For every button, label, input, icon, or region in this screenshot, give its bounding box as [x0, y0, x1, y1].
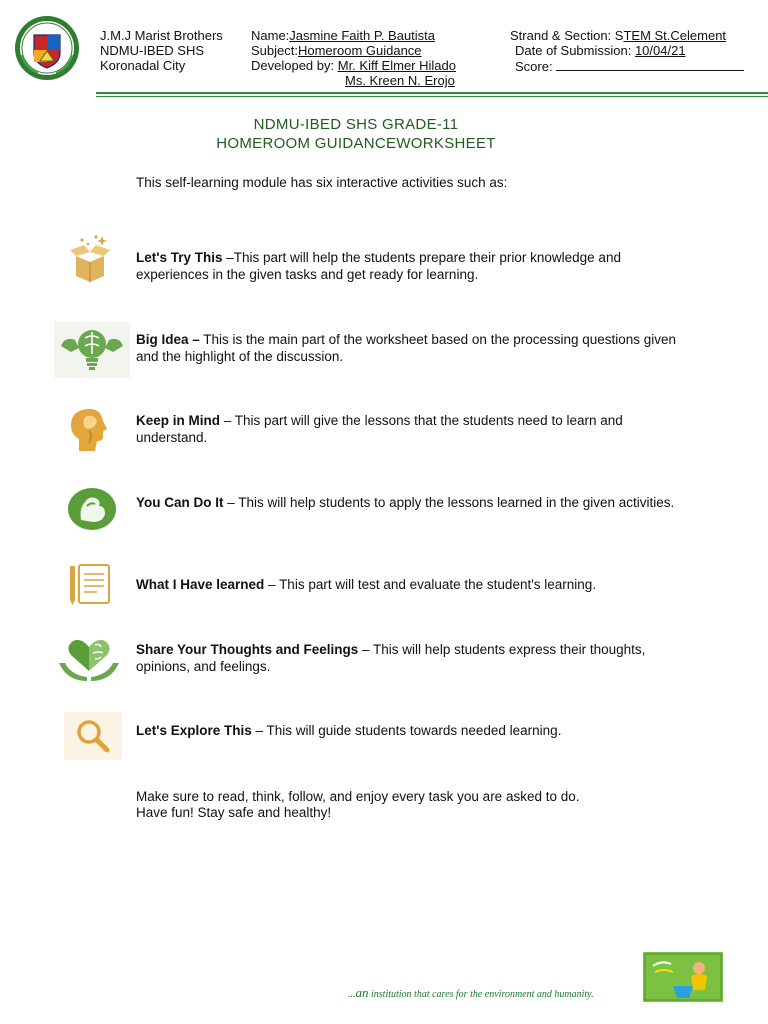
notebook-pencil-icon: [66, 562, 114, 606]
open-box-icon: [66, 232, 114, 284]
subject-value: Homeroom Guidance: [297, 43, 422, 58]
activity-title: You Can Do It: [136, 495, 224, 510]
head-profile-icon: [64, 404, 116, 456]
strand-row: [510, 28, 744, 43]
tagline-rest: institution that cares for the environment and humanity.: [368, 989, 594, 1000]
strand-label: Strand & Section: S: [510, 28, 624, 43]
score-blank: [556, 58, 744, 71]
activity-description: This is the main part of the worksheet based on the processing questions given and the highlight of the discussion.: [136, 332, 677, 364]
subject-row: [251, 43, 456, 58]
learning-badge-logo: [643, 952, 723, 1002]
activity-you-can-do-it: [136, 495, 696, 512]
activity-description: – This part will give the lessons that the students need to learn and understand.: [136, 413, 623, 445]
date-value: 10/04/21: [634, 43, 686, 58]
name-label: Name:: [251, 28, 290, 43]
activity-title: What I Have learned: [136, 577, 265, 592]
school-line-2: NDMU-IBED SHS: [100, 43, 205, 58]
intro-text: This self-learning module has six interactive activities such as:: [136, 175, 508, 190]
activity-lets-explore-this: [136, 723, 696, 740]
student-info-block: [251, 28, 456, 88]
activity-description: – This will guide students towards needed learning.: [251, 723, 562, 738]
developer-1: Mr. Kiff Elmer Hilado: [337, 58, 456, 73]
activity-title: Let's Explore This: [136, 723, 252, 738]
magnifier-icon: [64, 712, 122, 760]
date-label: Date of Submission:: [515, 43, 635, 58]
strand-value: TEM St.Celement: [623, 28, 727, 43]
activity-title: Share Your Thoughts and Feelings: [136, 642, 359, 657]
header-divider-thin: [96, 96, 768, 97]
worksheet-title-line-2: HOMEROOM GUIDANCEWORKSHEET: [216, 135, 496, 152]
activity-title: Keep in Mind: [136, 413, 220, 428]
brain-bulb-icon: [54, 322, 130, 378]
score-row: [510, 58, 744, 74]
activity-lets-try-this: [136, 250, 696, 283]
closing-text: [136, 789, 580, 821]
name-value: Jasmine Faith P. Bautista: [289, 28, 436, 43]
activity-what-i-have-learned: [136, 577, 696, 594]
developer-row-2: [251, 73, 456, 88]
submission-info-block: [510, 28, 744, 74]
tagline-an: an: [355, 985, 369, 1000]
activity-description: – This will help students to apply the lessons learned in the given activities.: [223, 495, 675, 510]
school-name-block: [100, 28, 223, 73]
developer-2: Ms. Kreen N. Erojo: [345, 73, 455, 88]
developed-label: Developed by:: [251, 58, 338, 73]
subject-label: Subject:: [251, 43, 298, 58]
name-row: [251, 28, 456, 43]
activity-keep-in-mind: [136, 413, 696, 446]
closing-line-2: Have fun! Stay safe and healthy!: [136, 805, 332, 820]
activity-description: – This part will test and evaluate the student's learning.: [264, 577, 597, 592]
activity-share-your-thoughts: [136, 642, 696, 675]
score-label: Score:: [515, 59, 557, 74]
school-line-1: J.M.J Marist Brothers: [100, 28, 223, 43]
school-line-3: Koronadal City: [100, 58, 186, 73]
activity-big-idea: [136, 332, 696, 365]
header-divider: [96, 92, 768, 94]
activity-description: –This part will help the students prepare their prior knowledge and experiences in the given tasks and get ready for learning.: [136, 250, 621, 282]
activity-title: Big Idea –: [136, 332, 200, 347]
developer-row: [251, 58, 456, 73]
heart-brain-hands-icon: [56, 634, 122, 684]
activity-title: Let's Try This: [136, 250, 223, 265]
closing-line-1: Make sure to read, think, follow, and enjoy every task you are asked to do.: [136, 789, 580, 804]
activity-description: – This will help students express their thoughts, opinions, and feelings.: [136, 642, 646, 674]
worksheet-title-line-1: NDMU-IBED SHS GRADE-11: [253, 116, 459, 133]
tagline-prefix: ...: [348, 989, 356, 1000]
strong-arm-icon: [66, 486, 118, 532]
school-seal-logo: [14, 15, 80, 81]
footer-tagline: [348, 985, 594, 1001]
date-row: [510, 43, 744, 58]
